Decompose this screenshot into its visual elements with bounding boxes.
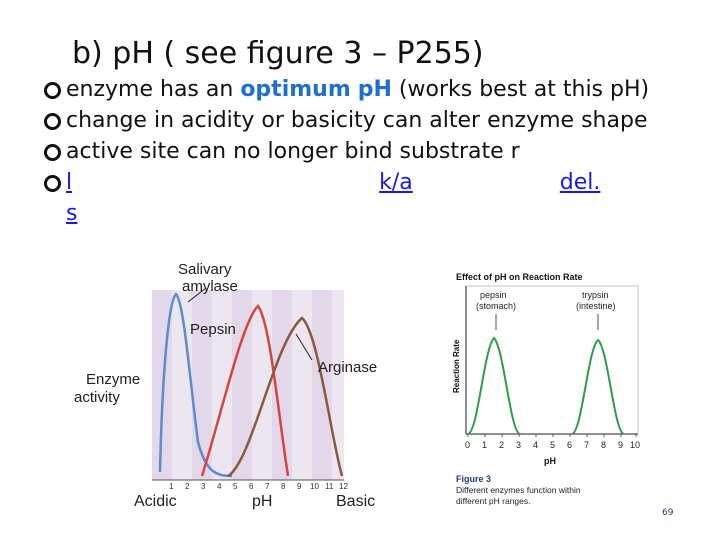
arginase-label: Arginase <box>318 359 378 376</box>
activity-label: activity <box>74 389 120 406</box>
bullet-item <box>44 136 704 167</box>
pepsin-label: Pepsin <box>190 321 236 338</box>
bullet-item <box>44 74 704 105</box>
x-tick-label: 9 <box>297 482 302 491</box>
bullet-list <box>44 74 704 229</box>
x-tick-label: 5 <box>550 440 556 450</box>
enzyme-activity-figure <box>74 261 382 512</box>
x-tick-label: 12 <box>339 482 348 491</box>
figure-caption-line: Different enzymes function within <box>456 485 581 495</box>
bullet-text: enzyme has an <box>66 77 241 102</box>
enzyme-activity-plot <box>74 261 382 512</box>
trypsin-rate-curve <box>572 340 624 434</box>
x-tick-label: 7 <box>265 482 270 491</box>
x-tick-label: 3 <box>201 482 206 491</box>
x-tick-label: 11 <box>325 482 334 491</box>
link-text[interactable]: k/a <box>379 170 413 195</box>
x-tick-label: 1 <box>169 482 174 491</box>
x-tick-label: 1 <box>482 440 488 450</box>
trypsin-series-label: trypsin <box>582 290 609 300</box>
acidic-label: Acidic <box>134 493 177 510</box>
bullet-circle-icon <box>44 113 61 130</box>
slide-title: b) pH ( see figure 3 – P255) <box>72 36 484 71</box>
x-tick-label: 10 <box>310 482 319 491</box>
bullet-circle-icon <box>44 82 61 99</box>
x-tick-label: 6 <box>567 440 573 450</box>
x-tick-label: 10 <box>630 440 641 450</box>
x-tick-label: 4 <box>533 440 539 450</box>
ph-axis-label: pH <box>252 493 273 510</box>
basic-label: Basic <box>336 493 376 510</box>
link-text[interactable]: l <box>66 170 73 195</box>
reaction-rate-chart <box>446 268 644 510</box>
amylase-label: amylase <box>182 278 238 295</box>
optimum-highlight: optimum <box>240 77 351 102</box>
bullet-circle-icon <box>44 175 61 192</box>
figure-caption-line: different pH ranges. <box>456 496 531 506</box>
x-tick-label: 7 <box>584 440 590 450</box>
x-tick-labels <box>169 482 348 491</box>
x-tick-label: 8 <box>281 482 286 491</box>
y-axis-label: Reaction Rate <box>452 339 461 393</box>
x-tick-labels <box>465 440 640 450</box>
pepsin-rate-curve <box>468 338 520 434</box>
x-tick-label: 2 <box>185 482 190 491</box>
x-axis-label: pH <box>544 456 556 466</box>
pepsin-sub-label: (stomach) <box>476 301 517 311</box>
x-tick-label: 9 <box>618 440 624 450</box>
x-tick-label: 5 <box>233 482 238 491</box>
reaction-rate-figure <box>446 268 644 510</box>
figure-caption-title: Figure 3 <box>456 474 492 484</box>
x-tick-label: 6 <box>249 482 254 491</box>
salivary-label: Salivary <box>178 261 232 278</box>
bullet-text: (works best at this pH) <box>391 77 650 102</box>
bullet-text: change in acidity or basicity can alter enzyme shape <box>66 108 648 133</box>
ph-highlight: pH <box>357 77 392 102</box>
bullet-item <box>44 105 704 136</box>
chart-title: Effect of pH on Reaction Rate <box>456 272 583 282</box>
x-tick-label: 0 <box>465 440 471 450</box>
bullet-circle-icon <box>44 144 61 161</box>
x-tick-label: 4 <box>217 482 222 491</box>
bullet-text: active site can no longer bind substrate r <box>66 139 520 164</box>
page-number: 69 <box>662 508 674 518</box>
bullet-item <box>44 167 704 229</box>
x-tick-label: 3 <box>516 440 522 450</box>
x-tick-label: 2 <box>499 440 505 450</box>
link-text[interactable]: del. <box>559 170 601 195</box>
link-text[interactable]: s <box>66 201 78 226</box>
enzyme-label: Enzyme <box>86 371 141 388</box>
trypsin-sub-label: (intestine) <box>576 301 616 311</box>
pepsin-series-label: pepsin <box>480 290 507 300</box>
x-tick-label: 8 <box>601 440 607 450</box>
